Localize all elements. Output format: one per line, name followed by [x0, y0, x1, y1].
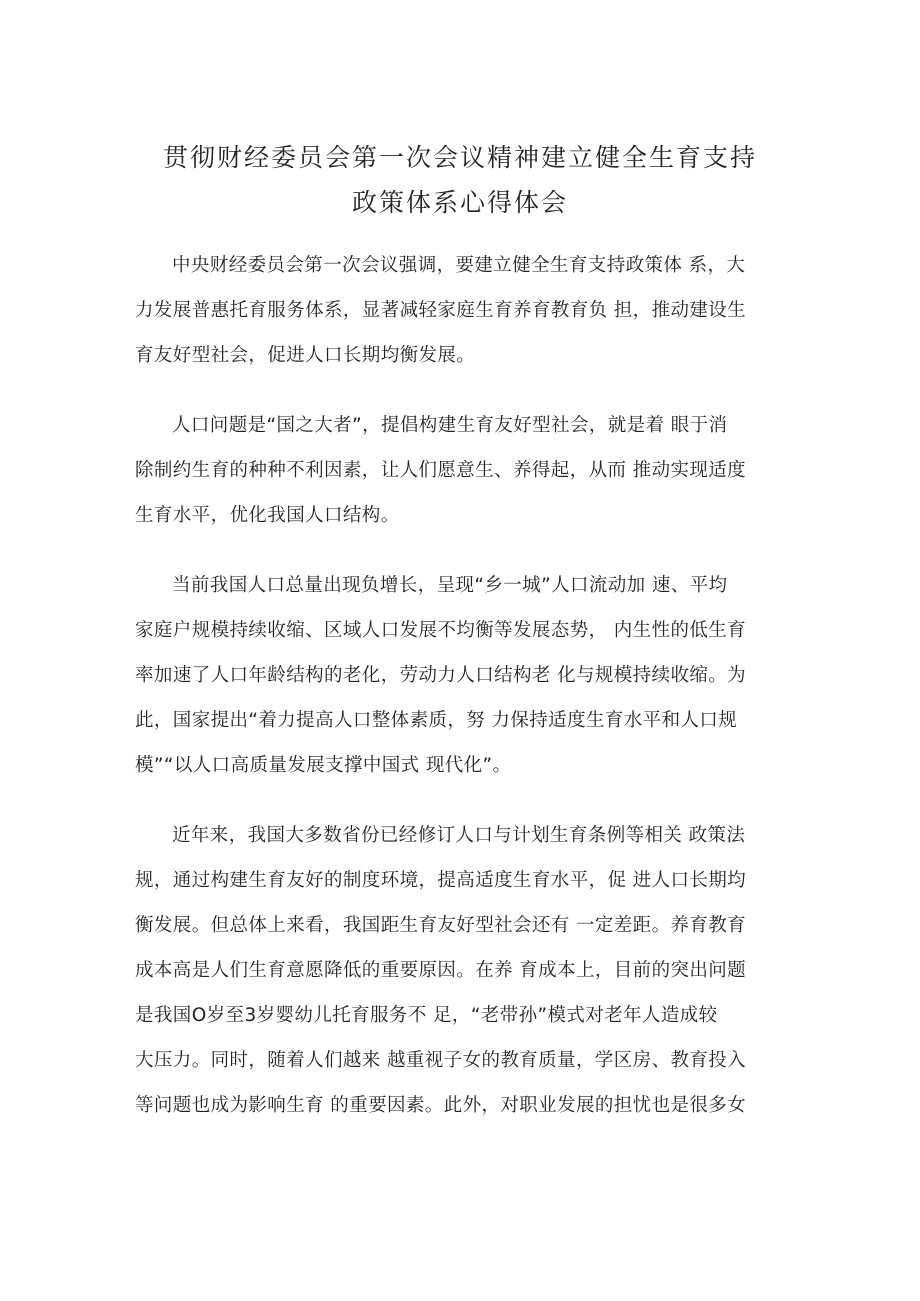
- paragraph-2-line-1: 人口问题是“国之大者”，提倡构建生育友好型社会，就是着 眼于消: [172, 415, 728, 436]
- paragraph-3-line-5: 模”“以人口高质量发展支撑中国式 现代化”。: [135, 755, 512, 776]
- paragraph-2-line-3: 生育水平，优化我国人口结构。: [135, 505, 400, 526]
- paragraph-3-line-1: 当前我国人口总量出现负增长，呈现“乡一城”人口流动加 速、平均: [172, 575, 728, 596]
- paragraph-1-line-3: 育友好型社会，促进人口长期均衡发展。: [135, 345, 476, 366]
- paragraph-4-line-3: 衡发展。但总体上来看，我国距生育友好型社会还有 一定差距。养育教育: [135, 915, 747, 936]
- document-title-line-2: 政策体系心得体会: [351, 188, 568, 217]
- paragraph-3-line-4: 此，国家提出“着力提高人口整体素质，努 力保持适度生育水平和人口规: [135, 710, 738, 731]
- paragraph-4-line-7: 等问题也成为影响生育 的重要因素。此外，对职业发展的担忧也是很多女: [135, 1095, 747, 1116]
- paragraph-2-line-2: 除制约生育的种种不利因素，让人们愿意生、养得起，从而 推动实现适度: [135, 460, 747, 481]
- paragraph-3-line-2: 家庭户规模持续收缩、区域人口发展不均衡等发展态势， 内生性的低生育: [135, 620, 747, 641]
- document-title-line-1: 贯彻财经委员会第一次会议精神建立健全生育支持: [162, 143, 757, 172]
- paragraph-4-line-6: 大压力。同时，随着人们越来 越重视子女的教育质量，学区房、教育投入: [135, 1050, 747, 1071]
- paragraph-4-line-1: 近年来，我国大多数省份已经修订人口与计划生育条例等相关 政策法: [172, 825, 746, 846]
- paragraph-1-line-1: 中央财经委员会第一次会议强调，要建立健全生育支持政策体 系，大: [172, 255, 746, 276]
- paragraph-4-line-2: 规，通过构建生育友好的制度环境，提高适度生育水平，促 进人口长期均: [135, 870, 747, 891]
- paragraph-3-line-3: 率加速了人口年龄结构的老化，劳动力人口结构老 化与规模持续收缩。为: [135, 665, 747, 686]
- paragraph-4-line-4: 成本高是人们生育意愿降低的重要原因。在养 育成本上，目前的突出问题: [135, 960, 747, 981]
- paragraph-4-line-5: 是我国O岁至3岁婴幼儿托育服务不 足，“老带孙”模式对老年人造成较: [135, 1005, 718, 1026]
- paragraph-1-line-2: 力发展普惠托育服务体系，显著减轻家庭生育养育教育负 担，推动建设生: [135, 300, 747, 321]
